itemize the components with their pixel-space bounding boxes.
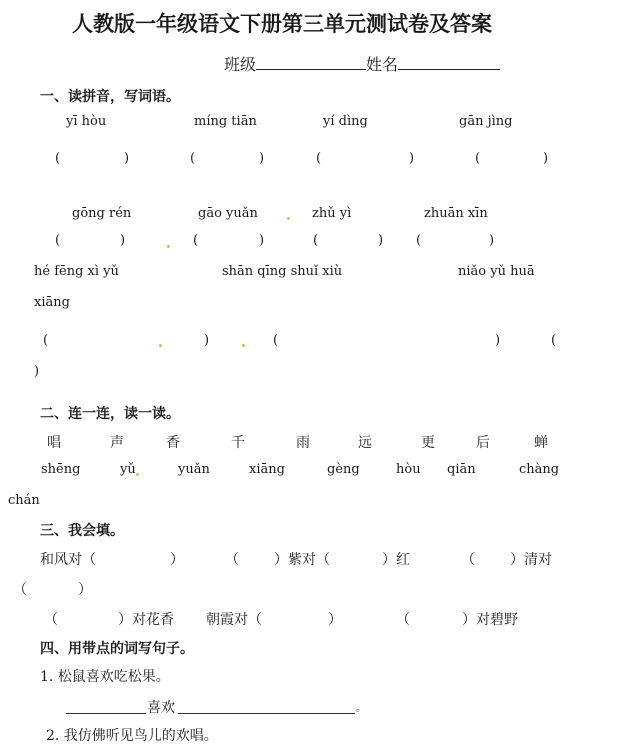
decorative-dot bbox=[136, 473, 139, 476]
answer-blank-close: ) bbox=[543, 151, 549, 166]
fill-text: ）紫对（ bbox=[274, 552, 330, 568]
answer-blank-close: ) bbox=[204, 333, 210, 348]
pinyin-item-wrap: xiāng bbox=[34, 295, 70, 310]
answer-blank-open: ( bbox=[193, 233, 199, 248]
match-character[interactable]: 后 bbox=[476, 435, 490, 451]
pinyin-item: yī hòu bbox=[66, 114, 107, 129]
answer-blank-close: ) bbox=[259, 151, 265, 166]
answer-blank-close: ) bbox=[409, 151, 415, 166]
pinyin-item: yí dìng bbox=[323, 114, 368, 129]
decorative-dot bbox=[242, 344, 245, 347]
match-character[interactable]: 蝉 bbox=[534, 435, 548, 451]
section-1-heading: 一、读拼音，写词语。 bbox=[40, 89, 180, 105]
match-character[interactable]: 声 bbox=[110, 435, 124, 451]
period: 。 bbox=[356, 703, 366, 714]
name-label: 姓名 bbox=[366, 55, 399, 74]
fill-text: ）清对 bbox=[510, 552, 552, 568]
decorative-dot bbox=[159, 344, 162, 347]
answer-blank-close: ) bbox=[378, 233, 384, 248]
answer-blank-open: ( bbox=[313, 233, 319, 248]
match-character[interactable]: 唱 bbox=[47, 435, 61, 451]
match-pinyin[interactable]: shēng bbox=[41, 462, 81, 477]
class-label: 班级 bbox=[224, 55, 257, 74]
fill-text: （ bbox=[44, 612, 58, 628]
pinyin-item: zhuān xīn bbox=[424, 206, 488, 221]
decorative-dot bbox=[167, 245, 170, 248]
fill-text: ） bbox=[328, 612, 342, 628]
decorative-dot bbox=[287, 217, 290, 220]
answer-blank-close: ) bbox=[495, 333, 501, 348]
match-pinyin[interactable]: hòu bbox=[396, 462, 421, 477]
fill-text: （ bbox=[13, 582, 27, 598]
answer-blank-open: ( bbox=[316, 151, 322, 166]
fill-text: （ bbox=[396, 612, 410, 628]
answer-blank-open: ( bbox=[190, 151, 196, 166]
fill-text: 和风对（ bbox=[40, 552, 96, 568]
answer-blank-open: ( bbox=[416, 233, 422, 248]
pinyin-item: gāo yuǎn bbox=[198, 206, 258, 221]
class-name-line bbox=[224, 52, 500, 75]
question-1: 1. 松鼠喜欢吃松果。 bbox=[40, 669, 170, 685]
fill-text: ）对碧野 bbox=[462, 612, 518, 628]
pinyin-item: hé fēng xì yǔ bbox=[34, 264, 119, 279]
pinyin-item: zhǔ yì bbox=[312, 206, 352, 221]
answer-blank-close: ) bbox=[34, 364, 40, 379]
match-character[interactable]: 雨 bbox=[296, 435, 310, 451]
fill-text: （ bbox=[461, 552, 475, 568]
match-pinyin[interactable]: qiān bbox=[447, 462, 476, 477]
pinyin-item: gān jìng bbox=[459, 114, 513, 129]
section-3-heading: 三、我会填。 bbox=[40, 523, 124, 539]
fill-text: ） bbox=[78, 582, 92, 598]
fill-text: （ bbox=[225, 552, 239, 568]
pinyin-item: gōng rén bbox=[72, 206, 132, 221]
name-blank[interactable] bbox=[398, 55, 500, 70]
match-character[interactable]: 远 bbox=[358, 435, 372, 451]
answer-blank-close: ) bbox=[124, 151, 130, 166]
answer-blank-close: ) bbox=[259, 233, 265, 248]
answer-blank-open: ( bbox=[55, 233, 61, 248]
fill-text: ）对花香 bbox=[118, 612, 174, 628]
section-2-heading: 二、连一连，读一读。 bbox=[40, 406, 180, 422]
pinyin-item: míng tiān bbox=[194, 114, 257, 129]
pinyin-item: niǎo yǔ huā bbox=[458, 264, 535, 279]
match-pinyin[interactable]: chán bbox=[8, 493, 40, 508]
match-character[interactable]: 千 bbox=[231, 435, 245, 451]
match-character[interactable]: 更 bbox=[421, 435, 435, 451]
question-2: 2. 我仿佛听见鸟儿的欢唱。 bbox=[46, 728, 218, 744]
answer-blank-close: ) bbox=[489, 233, 495, 248]
answer-blank-open: ( bbox=[273, 333, 279, 348]
answer-line-1a[interactable] bbox=[66, 713, 146, 714]
answer-blank-open: ( bbox=[475, 151, 481, 166]
answer-blank-close: ) bbox=[120, 233, 126, 248]
match-pinyin[interactable]: xiāng bbox=[249, 462, 285, 477]
class-blank[interactable] bbox=[256, 55, 366, 70]
pinyin-item: shān qīng shuǐ xiù bbox=[222, 264, 343, 279]
section-4-heading: 四、用带点的词写句子。 bbox=[40, 641, 194, 657]
fill-word: 喜欢 bbox=[147, 700, 175, 716]
page-title: 人教版一年级语文下册第三单元测试卷及答案 bbox=[72, 12, 492, 36]
answer-blank-open: ( bbox=[551, 333, 557, 348]
match-character[interactable]: 香 bbox=[166, 435, 180, 451]
answer-line-1b[interactable] bbox=[178, 713, 355, 714]
match-pinyin[interactable]: yǔ bbox=[120, 462, 136, 477]
fill-text: 朝霞对（ bbox=[206, 612, 262, 628]
answer-blank-open: ( bbox=[43, 333, 49, 348]
match-pinyin[interactable]: yuǎn bbox=[178, 462, 210, 477]
answer-blank-open: ( bbox=[55, 151, 61, 166]
fill-text: ）红 bbox=[382, 552, 410, 568]
match-pinyin[interactable]: chàng bbox=[519, 462, 560, 477]
match-pinyin[interactable]: gèng bbox=[327, 462, 360, 477]
fill-text: ） bbox=[170, 552, 184, 568]
